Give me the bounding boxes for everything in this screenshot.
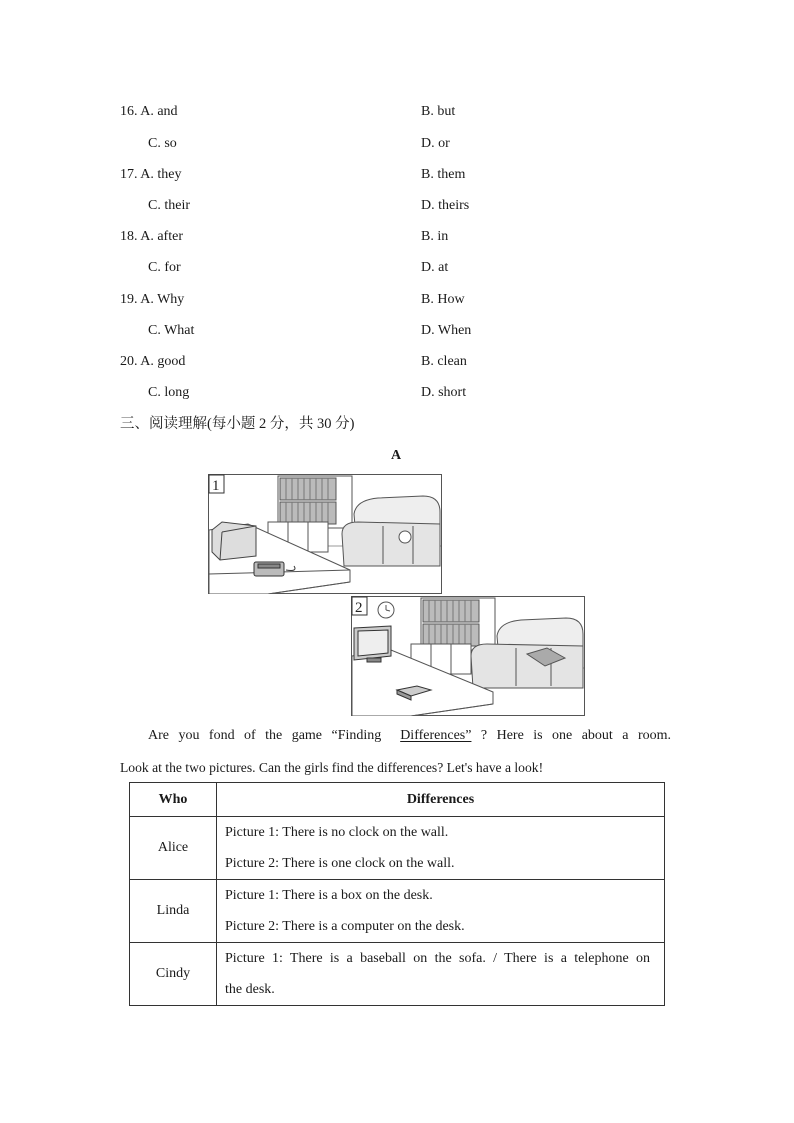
who-cell: Cindy — [130, 943, 217, 1006]
table-row — [130, 943, 665, 1006]
difference-line: the desk. — [225, 982, 275, 997]
table-header — [130, 783, 665, 817]
difference-line: Picture 2: There is one clock on the wall. — [225, 856, 455, 871]
room-picture-2 — [351, 596, 585, 716]
differences-cell — [217, 880, 665, 943]
intro-paragraph — [120, 727, 671, 777]
section-heading: 三、阅读理解(每小题 2 分，共 30 分) — [120, 416, 355, 432]
option-d: D. short — [421, 385, 467, 400]
differences-cell — [217, 943, 665, 1006]
computer-icon — [354, 626, 391, 662]
option-d: D. theirs — [421, 198, 470, 213]
option-a: 19. A. Why — [120, 292, 185, 307]
sofa-icon — [342, 496, 440, 566]
option-d: D. When — [421, 323, 472, 338]
intro-line-2: Look at the two pictures. Can the girls find the differences? Let's have a look! — [120, 760, 544, 775]
table-row — [130, 817, 665, 880]
option-b: B. but — [421, 104, 456, 119]
difference-line: Picture 1: There is a box on the desk. — [225, 888, 433, 903]
option-b: B. them — [421, 167, 466, 182]
header-who: Who — [130, 783, 217, 817]
passage-title: A — [391, 448, 402, 463]
picture-label: 1 — [212, 478, 220, 494]
option-a: 18. A. after — [120, 229, 183, 244]
differences-cell — [217, 817, 665, 880]
who-cell: Linda — [130, 880, 217, 943]
option-c: C. long — [148, 385, 190, 400]
option-a: 17. A. they — [120, 167, 182, 182]
box-icon — [212, 522, 256, 560]
intro-line-1: Are you fond of the game “Finding Differences” ? Here is one about a room. — [148, 728, 672, 743]
who-cell: Alice — [130, 817, 217, 880]
option-b: B. How — [421, 292, 465, 307]
option-d: D. at — [421, 260, 449, 275]
option-c: C. their — [148, 198, 190, 213]
clock-icon — [378, 602, 394, 618]
option-a: 20. A. good — [120, 354, 186, 369]
baseball-icon — [399, 531, 411, 543]
option-c: C. so — [148, 136, 177, 151]
option-c: C. for — [148, 260, 181, 275]
table-row — [130, 880, 665, 943]
underlined-word: Differences” — [400, 728, 472, 743]
option-b: B. in — [421, 229, 449, 244]
difference-line: Picture 2: There is a computer on the desk. — [225, 919, 465, 934]
option-a: 16. A. and — [120, 104, 178, 119]
option-d: D. or — [421, 136, 450, 151]
differences-table — [129, 782, 665, 1006]
difference-line: Picture 1: There is no clock on the wall. — [225, 825, 449, 840]
picture-label: 2 — [355, 600, 363, 616]
room-picture-1 — [208, 474, 442, 594]
difference-line: Picture 1: There is a baseball on the sofa. / There is a telephone on — [225, 951, 650, 966]
header-differences: Differences — [217, 783, 665, 817]
option-b: B. clean — [421, 354, 467, 369]
option-c: C. What — [148, 323, 195, 338]
